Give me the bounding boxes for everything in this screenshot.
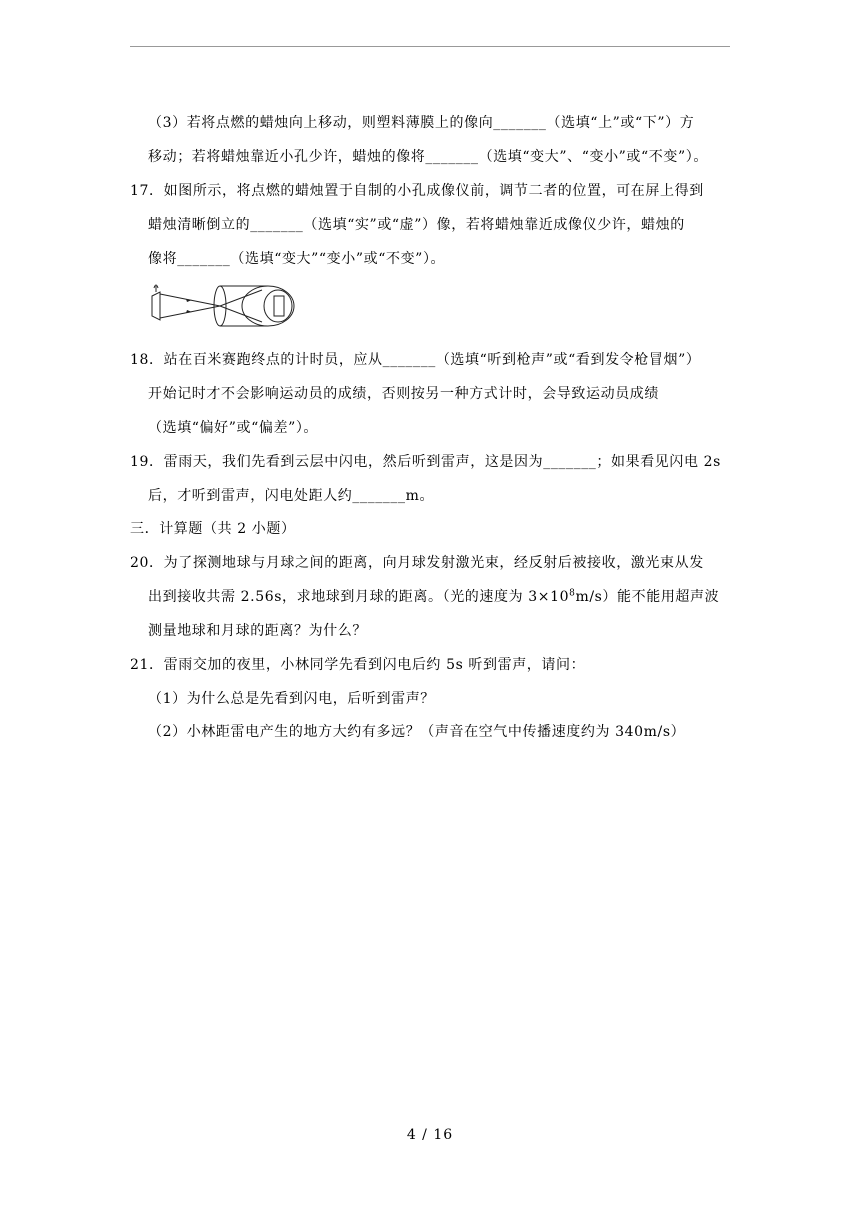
q17-line3: 像将_______（选填“变大”“变小”或“不变”）。: [148, 251, 446, 267]
q18-line2: 开始记时才不会影响运动员的成绩，否则按另一种方式计时，会导致运动员成绩: [148, 386, 659, 402]
q20-exponent: 8: [569, 588, 576, 599]
header-rule: [130, 46, 730, 47]
q16-sub3-line2: 移动；若将蜡烛靠近小孔少许，蜡烛的像将_______（选填“变大”、“变小”或“不变”）。: [148, 149, 708, 165]
q17-line1: 17．如图所示，将点燃的蜡烛置于自制的小孔成像仪前，调节二者的位置，可在屏上得到: [130, 183, 704, 199]
q19-line2: 后，才听到雷声，闪电处距人约_______m。: [148, 488, 435, 504]
pinhole-camera-figure: [150, 282, 298, 330]
q18-line1: 18．站在百米赛跑终点的计时员，应从_______（选填“听到枪声”或“看到发令枪冒烟”）: [130, 352, 701, 368]
section-title: 三．计算题（共 2 小题）: [130, 521, 296, 537]
page-number: 4 / 16: [406, 1127, 454, 1143]
q20-line1: 20．为了探测地球与月球之间的距离，向月球发射激光束，经反射后被接收，激光束从发: [130, 555, 704, 571]
q20-line2-pre: 出到接收共需 2.56s，求地球到月球的距离。（光的速度为 3×10: [148, 589, 570, 605]
q20-line3: 测量地球和月球的距离？为什么？: [148, 623, 367, 639]
q19-line1: 19．雷雨天，我们先看到云层中闪电，然后听到雷声，这是因为_______；如果看见闪电 2s: [130, 454, 721, 470]
q21-sub1: （1）为什么总是先看到闪电，后听到雷声？: [148, 691, 435, 707]
q17-line2: 蜡烛清晰倒立的_______（选填“实”或“虚”）像，若将蜡烛靠近成像仪少许，蜡烛的: [148, 217, 685, 233]
q18-line3: （选填“偏好”或“偏差”）。: [148, 420, 319, 436]
q20-line2: [148, 586, 719, 606]
q20-line2-post: m/s）能不能用超声波: [575, 589, 720, 605]
q16-sub3-line1: （3）若将点燃的蜡烛向上移动，则塑料薄膜上的像向_______（选填“上”或“下”）方: [148, 115, 695, 131]
q21-line1: 21．雷雨交加的夜里，小林同学先看到闪电后约 5s 听到雷声，请问：: [130, 657, 586, 673]
q21-sub2: （2）小林距雷电产生的地方大约有多远？（声音在空气中传播速度约为 340m/s）: [148, 724, 686, 740]
